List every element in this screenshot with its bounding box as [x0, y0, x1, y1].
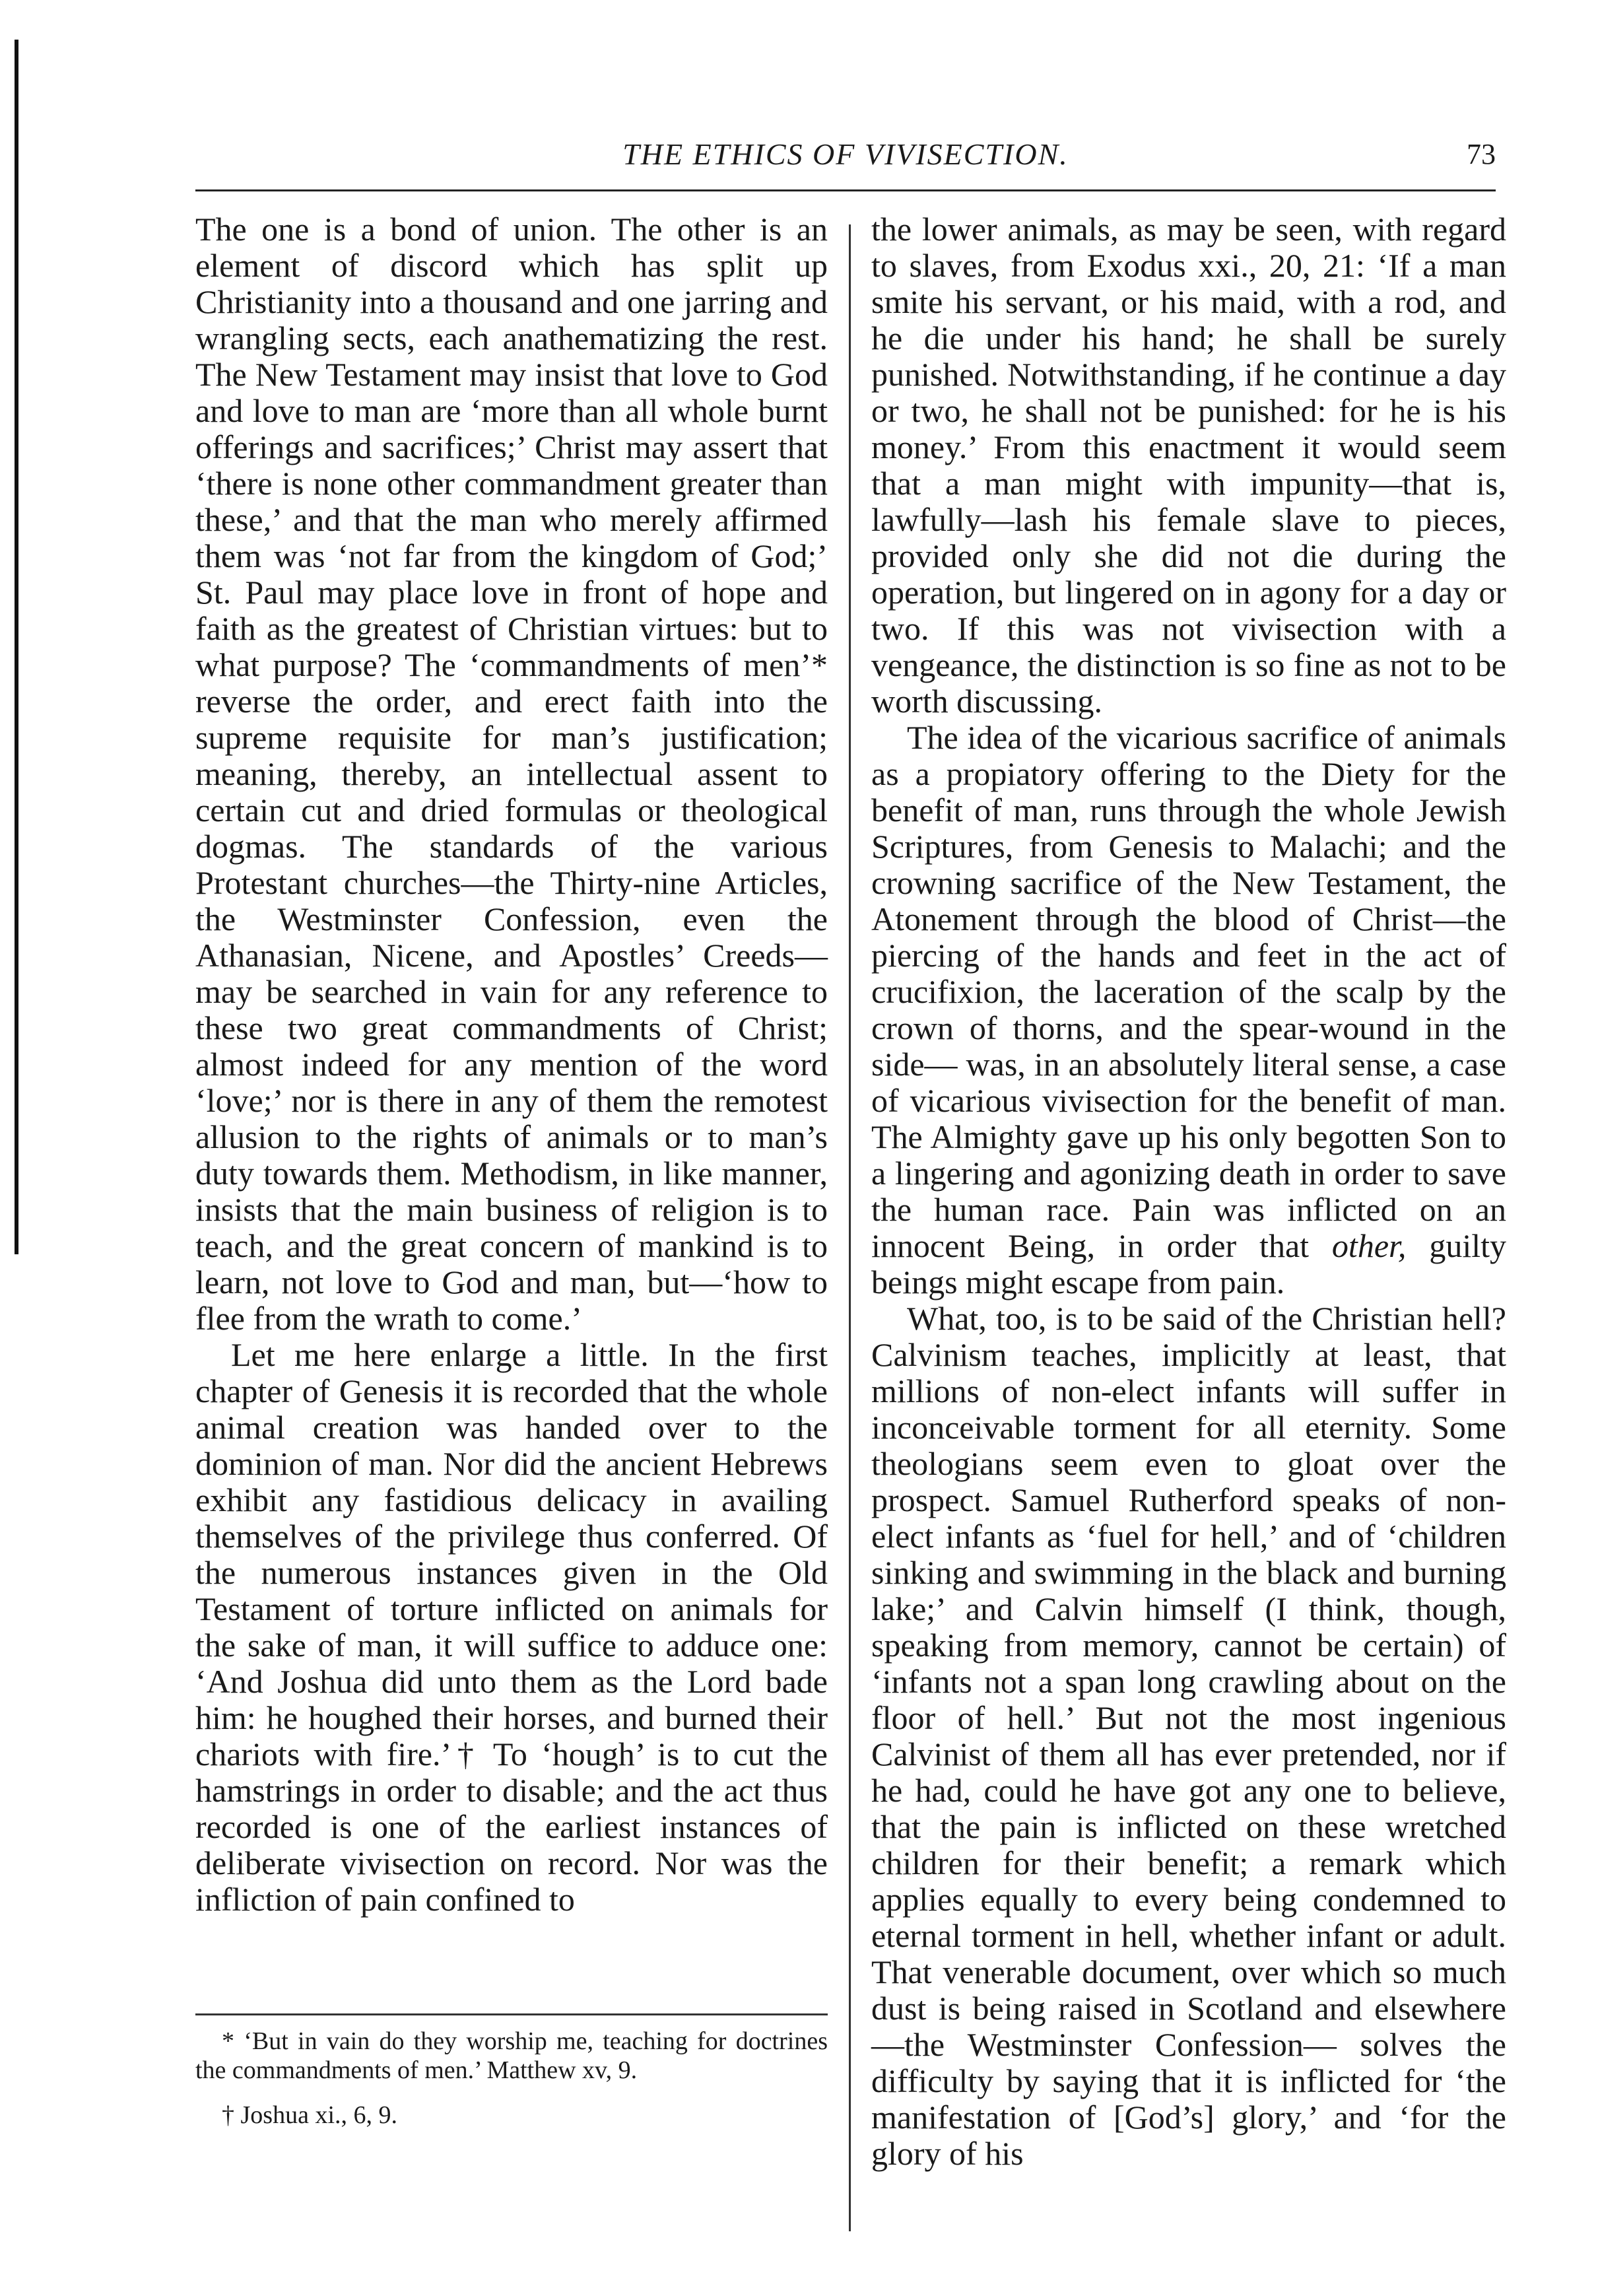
page-number: 73 — [1467, 138, 1496, 170]
header-rule — [195, 189, 1496, 191]
left-column — [195, 211, 828, 1918]
right-paragraph-2-ending: guilty beings might escape from pain. — [871, 1227, 1506, 1300]
right-paragraph-1: the lower animals, as may be seen, with regard to slaves, from Exodus xxi., 20, 21: ‘If a man smite his servant, or his maid, with a rod, and he die under his hand; he shall be surely punished. Notwithstanding, if he continue a day or two, he shall not be punished: for he is his money.’ From this enactment it would seem that a man might with impunity—that is, lawfully—lash his female slave to pieces, provided only she did not die during the operation, but lingered on in agony for a day or two. If this was not vivisection with a vengeance, the distinction is so fine as not to be worth discussing. — [871, 211, 1506, 720]
left-paragraph-2: Let me here enlarge a little. In the first chapter of Genesis it is recorded that the whole animal creation was handed over to the dominion of man. Nor did the ancient Hebrews exhibit any fastidious delicacy in availing themselves of the privilege thus conferred. Of the numerous instances given in the Old Testament of torture inflicted on animals for the sake of man, it will suffice to adduce one: ‘And Joshua did unto them as the Lord bade him: he houghed their horses, and burned their chariots with fire.’† To ‘hough’ is to cut the hamstrings in order to disable; and the act thus recorded is one of the earliest instances of deliberate vivisection on record. Nor was the infliction of pain confined to — [195, 1336, 828, 1918]
page-header — [195, 135, 1496, 181]
footnote-1: * ‘But in vain do they worship me, teaching for doctrines the commandments of men.’ Matthew xv, 9. — [195, 2027, 828, 2084]
italic-emphasis-word: other, — [1331, 1227, 1407, 1264]
column-divider — [849, 224, 851, 2231]
footnote-2: † Joshua xi., 6, 9. — [222, 2101, 397, 2129]
margin-binding-mark — [15, 40, 18, 1254]
left-paragraph-1: The one is a bond of union. The other is an element of discord which has split up Christianity into a thousand and one jarring and wrangling sects, each anathematizing the rest. The New Testament may insist that love to God and love to man are ‘more than all whole burnt offerings and sacrifices;’ Christ may assert that ‘there is none other commandment greater than these,’ and that the man who merely affirmed them was ‘not far from the kingdom of God;’ St. Paul may place love in front of hope and faith as the greatest of Christian virtues: but to what purpose? The ‘commandments of men’* reverse the order, and erect faith into the supreme requisite for man’s justification; meaning, thereby, an intellectual assent to certain cut and dried formulas or theological dogmas. The standards of the various Protestant churches—the Thirty-nine Articles, the Westminster Confession, even the Athanasian, Nicene, and Apostles’ Creeds—may be searched in vain for any reference to these two great commandments of Christ; almost indeed for any mention of the word ‘love;’ nor is there in any of them the remotest allusion to the rights of animals or to man’s duty towards them. Methodism, in like manner, insists that the main business of religion is to teach, and the great concern of mankind is to learn, not love to God and man, but—‘how to flee from the wrath to come.’ — [195, 211, 828, 1337]
right-column — [871, 211, 1506, 2172]
footnote-rule — [195, 2013, 828, 2015]
footnotes — [195, 2027, 828, 2145]
right-paragraph-2 — [871, 720, 1506, 1300]
running-head-title: THE ETHICS OF VIVISECTION. — [622, 137, 1069, 171]
right-paragraph-3: What, too, is to be said of the Christian hell? Calvinism teaches, implicitly at least, that millions of non-elect infants will suffer in inconceivable torment for all eternity. Some theologians seem even to gloat over the prospect. Samuel Rutherford speaks of non-elect infants as ‘fuel for hell,’ and of ‘children sinking and swimming in the black and burning lake;’ and Calvin himself (I think, though, speaking from memory, cannot be certain) of ‘infants not a span long crawling about on the floor of hell.’ But not the most ingenious Calvinist of them all has ever pretended, nor if he had, could he have got any one to believe, that the pain is inflicted on these wretched children for their benefit; a remark which applies equally to every being condemned to eternal torment in hell, whether infant or adult. That venerable document, over which so much dust is being raised in Scotland and elsewhere—the Westminster Confession— solves the difficulty by saying that it is inflicted for ‘the manifestation of [God’s] glory,’ and ‘for the glory of his — [871, 1300, 1506, 2172]
right-paragraph-2-text: The idea of the vicarious sacrifice of animals as a propiatory offering to the Diety for the benefit of man, runs through the whole Jewish Scriptures, from Genesis to Malachi; and the crowning sacrifice of the New Testament, the Atonement through the blood of Christ—the piercing of the hands and feet in the act of crucifixion, the laceration of the scalp by the crown of thorns, and the spear-wound in the side— was, in an absolutely literal sense, a case of vicarious vivisection for the benefit of man. The Almighty gave up his only begotten Son to a lingering and agonizing death in order to save the human race. Pain was inflicted on an innocent Being, in order that — [871, 719, 1506, 1264]
